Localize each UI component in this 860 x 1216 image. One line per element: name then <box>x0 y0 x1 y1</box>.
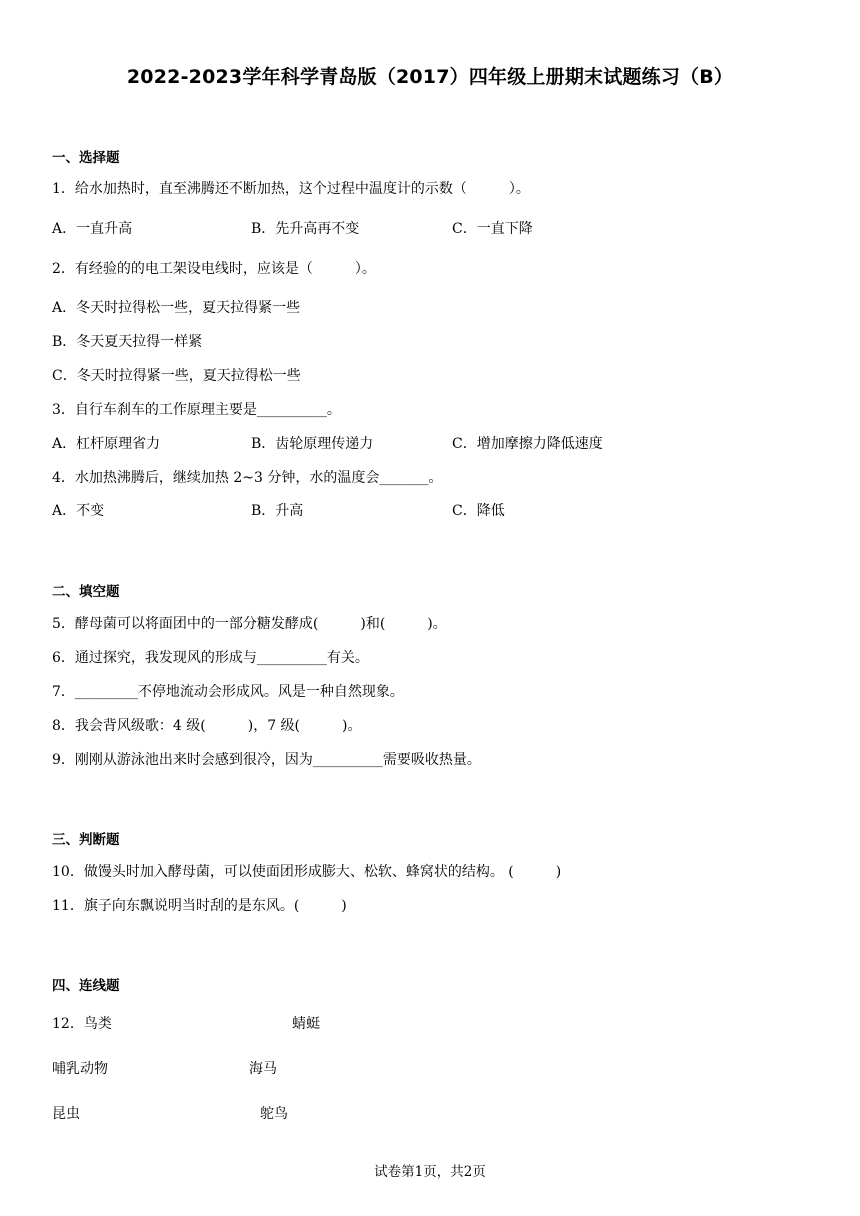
section-heading-judge: 三、判断题 <box>52 832 120 848</box>
question-9: 9．刚刚从游泳池出来时会感到很冷，因为__________需要吸收热量。 <box>52 752 481 768</box>
q2-option-a: A．冬天时拉得松一些，夏天拉得紧一些 <box>52 300 301 316</box>
section-heading-choice: 一、选择题 <box>52 150 120 166</box>
question-10: 10．做馒头时加入酵母菌，可以使面团形成膨大、松软、蜂窝状的结构。 ( ) <box>52 864 562 880</box>
match-left-item: 昆虫 <box>52 1106 80 1122</box>
section-heading-fill: 二、填空题 <box>52 584 120 600</box>
q4-option-a: A．不变 <box>52 503 105 519</box>
page-title: 2022-2023学年科学青岛版（2017）四年级上册期末试题练习（B） <box>126 66 734 88</box>
q4-option-b: B．升高 <box>251 503 304 519</box>
section-heading-match: 四、连线题 <box>52 978 120 994</box>
question-4: 4．水加热沸腾后，继续加热 2~3 分钟，水的温度会_______。 <box>52 470 443 486</box>
q3-option-c: C．增加摩擦力降低速度 <box>452 436 603 452</box>
question-5: 5．酵母菌可以将面团中的一部分糖发酵成( )和( )。 <box>52 616 447 632</box>
question-3: 3．自行车刹车的工作原理主要是__________。 <box>52 402 341 418</box>
page-footer: 试卷第1页，共2页 <box>374 1164 486 1180</box>
q1-option-b: B．先升高再不变 <box>251 221 360 237</box>
match-right-item: 海马 <box>249 1061 277 1077</box>
q1-option-a: A．一直升高 <box>52 221 133 237</box>
question-7: 7．_________不停地流动会形成风。风是一种自然现象。 <box>52 684 404 700</box>
q2-option-b: B．冬天夏天拉得一样紧 <box>52 334 203 350</box>
q2-option-c: C．冬天时拉得紧一些，夏天拉得松一些 <box>52 368 301 384</box>
q3-option-a: A．杠杆原理省力 <box>52 436 161 452</box>
match-right-item: 蜻蜓 <box>292 1016 320 1032</box>
question-6: 6．通过探究，我发现风的形成与__________有关。 <box>52 650 369 666</box>
q3-option-b: B．齿轮原理传递力 <box>251 436 374 452</box>
question-2: 2．有经验的的电工架设电线时，应该是（ ）。 <box>52 261 376 277</box>
question-8: 8．我会背风级歌：4 级( )，7 级( )。 <box>52 718 362 734</box>
match-left-item: 哺乳动物 <box>52 1061 108 1077</box>
question-1: 1．给水加热时，直至沸腾还不断加热，这个过程中温度计的示数（ ）。 <box>52 181 530 197</box>
q1-option-c: C．一直下降 <box>452 221 533 237</box>
q4-option-c: C．降低 <box>452 503 505 519</box>
match-right-item: 鸵鸟 <box>260 1106 288 1122</box>
match-left-item: 12．鸟类 <box>52 1016 112 1032</box>
question-11: 11．旗子向东飘说明当时刮的是东风。( ) <box>52 898 347 914</box>
